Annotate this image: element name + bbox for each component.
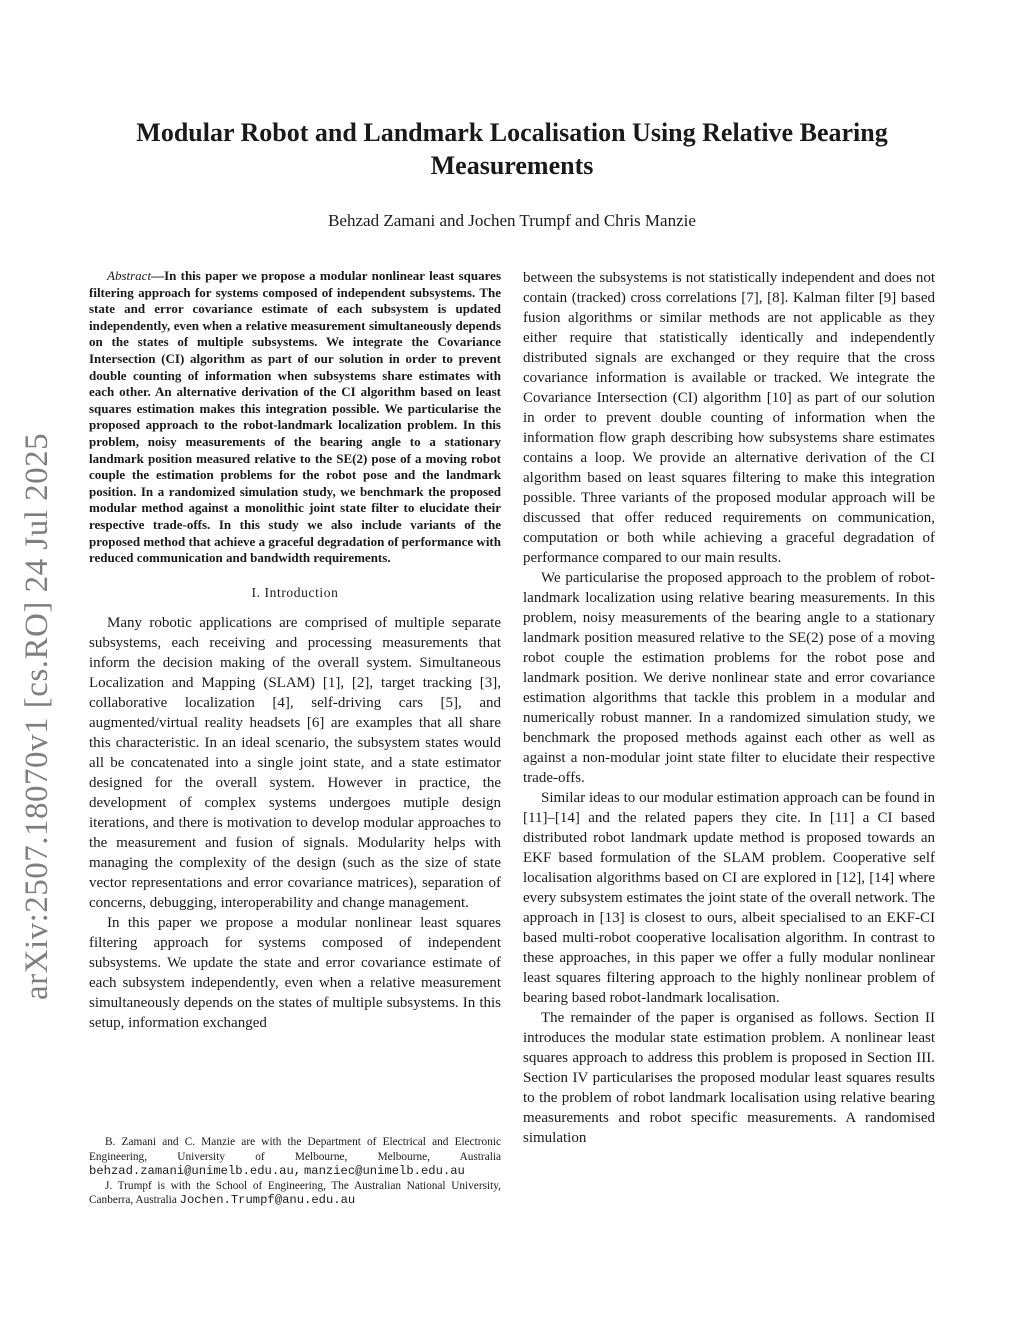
arxiv-id: arXiv:2507.18070v1 [cs.RO] 24 Jul 2025 (19, 432, 55, 1000)
footnote-text: B. Zamani and C. Manzie are with the Department of Electrical and Electronic Engineering, University of Melbourne, Melbourne, Australia (89, 1136, 501, 1163)
abstract (89, 268, 501, 567)
author-list: Behzad Zamani and Jochen Trumpf and Chris Manzie (328, 211, 696, 230)
left-column (89, 268, 501, 1033)
abstract-text: In this paper we propose a modular nonlinear least squares filtering approach for systems composed of independent subsystems. The state and error covariance estimate of each subsystem is updated independently, even when a relative measurement simultaneously depends on the states of multiple subsystems. We integrate the Covariance Intersection (CI) algorithm as part of our solution in order to prevent double counting of information when subsystems share estimates with each other. An alternative derivation of the CI algorithm based on least squares estimation makes this integration possible. We particularise the proposed approach to the robot-landmark localization problem. In this problem, noisy measurements of the bearing angle to a stationary landmark position measured relative to the SE(2) pose of a moving robot couple the estimation problems for the robot pose and the landmark position. In a randomized simulation study, we benchmark the proposed modular method against a monolithic joint state filter to elucidate their respective trade-offs. In this study we also include variants of the proposed method that achieve a graceful degradation of performance with reduced communication and bandwidth requirements. (89, 268, 501, 566)
arxiv-stamp (16, 380, 60, 1000)
author-email: manziec@unimelb.edu.au (303, 1164, 465, 1178)
footnote-text: J. Trumpf is with the School of Engineering, The Australian National University, Canberra, Australia (89, 1179, 501, 1206)
right-column (523, 268, 935, 1148)
author-email: behzad.zamani@unimelb.edu.au, (89, 1164, 302, 1178)
intro-paragraph: Many robotic applications are comprised of multiple separate subsystems, each receiving and processing measurements that inform the decision making of the overall system. Simultaneous Localization and Mapping (SLAM) [1], [2], target tracking [3], collaborative localization [4], self-driving cars [5], and augmented/virtual reality headsets [6] are examples that all share this characteristic. In an ideal scenario, the subsystem states would all be concatenated into a single joint state, and a state estimator designed for the overall system. However in practice, the development of complex systems undergoes mutiple design iterations, and there is motivation to develop modular approaches to the measurement and fusion of signals. Modularity helps with managing the complexity of the design (such as the size of state vector representations and error covariance matrices), separation of concerns, debugging, interoperability and change management. (89, 614, 501, 911)
intro-paragraph: We particularise the proposed approach to the problem of robot-landmark localization using relative bearing measurements. In this problem, noisy measurements of the bearing angle to a stationary landmark position measured relative to the SE(2) pose of a moving robot couple the estimation problems for the robot pose and landmark position. We derive nonlinear state and error covariance estimation algorithms that tackle this problem in a modular and numerically robust manner. In a randomized simulation study, we benchmark the proposed methods against each other as well as against a non-modular joint state filter to elucidate their respective trade-offs. (523, 570, 935, 786)
intro-paragraph: between the subsystems is not statistically independent and does not contain (tracked) cross correlations [7], [8]. Kalman filter [9] based fusion algorithms or similar methods are not applicable as they either require that statistically identically and independently distributed signals are exchanged or they require that the cross covariance information is available or tracked. We integrate the Covariance Intersection (CI) algorithm [10] as part of our solution in order to prevent double counting of information when the information flow graph describing how subsystems share estimates contains a loop. We provide an alternative derivation of the CI algorithm based on least squares filtering to make this integration possible. Three variants of the proposed modular approach will be discussed that offer reduced requirements on communication, computation or both while achieving a graceful degradation of performance compared to our main results. (523, 270, 935, 566)
intro-paragraph: In this paper we propose a modular nonlinear least squares filtering approach for systems composed of independent subsystems. We update the state and error covariance estimate of each subsystem independently, even when a relative measurement simultaneously depends on the states of multiple subsystems. In this setup, information exchanged (89, 914, 501, 1031)
intro-paragraph: Similar ideas to our modular estimation approach can be found in [11]–[14] and the related papers they cite. In [11] a CI based distributed robot landmark update method is proposed towards an EKF based formulation of the SLAM problem. Cooperative self localisation algorithms based on CI are explored in [12], [14] where every subsystem estimates the joint state of the overall network. The approach in [13] is closest to ours, albeit specialised to an EKF-CI based multi-robot cooperative localisation algorithm. In contrast to these approaches, in this paper we offer a fully modular nonlinear least squares filtering approach to the highly nonlinear problem of bearing based robot-landmark localisation. (523, 790, 935, 1006)
footnotes (89, 1135, 501, 1208)
abstract-label: Abstract (107, 268, 152, 283)
intro-paragraph: The remainder of the paper is organised as follows. Section II introduces the modular state estimation problem. A nonlinear least squares approach to address this problem is proposed in Section III. Section IV particularises the proposed modular least squares results to the problem of robot landmark localisation using relative bearing measurements and robot specific measurements. A randomised simulation (523, 1010, 935, 1146)
author-email: Jochen.Trumpf@anu.edu.au (179, 1193, 356, 1207)
footnote-affiliation (89, 1179, 501, 1208)
footnote-affiliation (89, 1135, 501, 1179)
abstract-dash: — (151, 268, 165, 283)
paper-title: Modular Robot and Landmark Localisation Using Relative Bearing Measurements (136, 118, 888, 180)
section-heading-introduction: I. Introduction (251, 584, 339, 600)
